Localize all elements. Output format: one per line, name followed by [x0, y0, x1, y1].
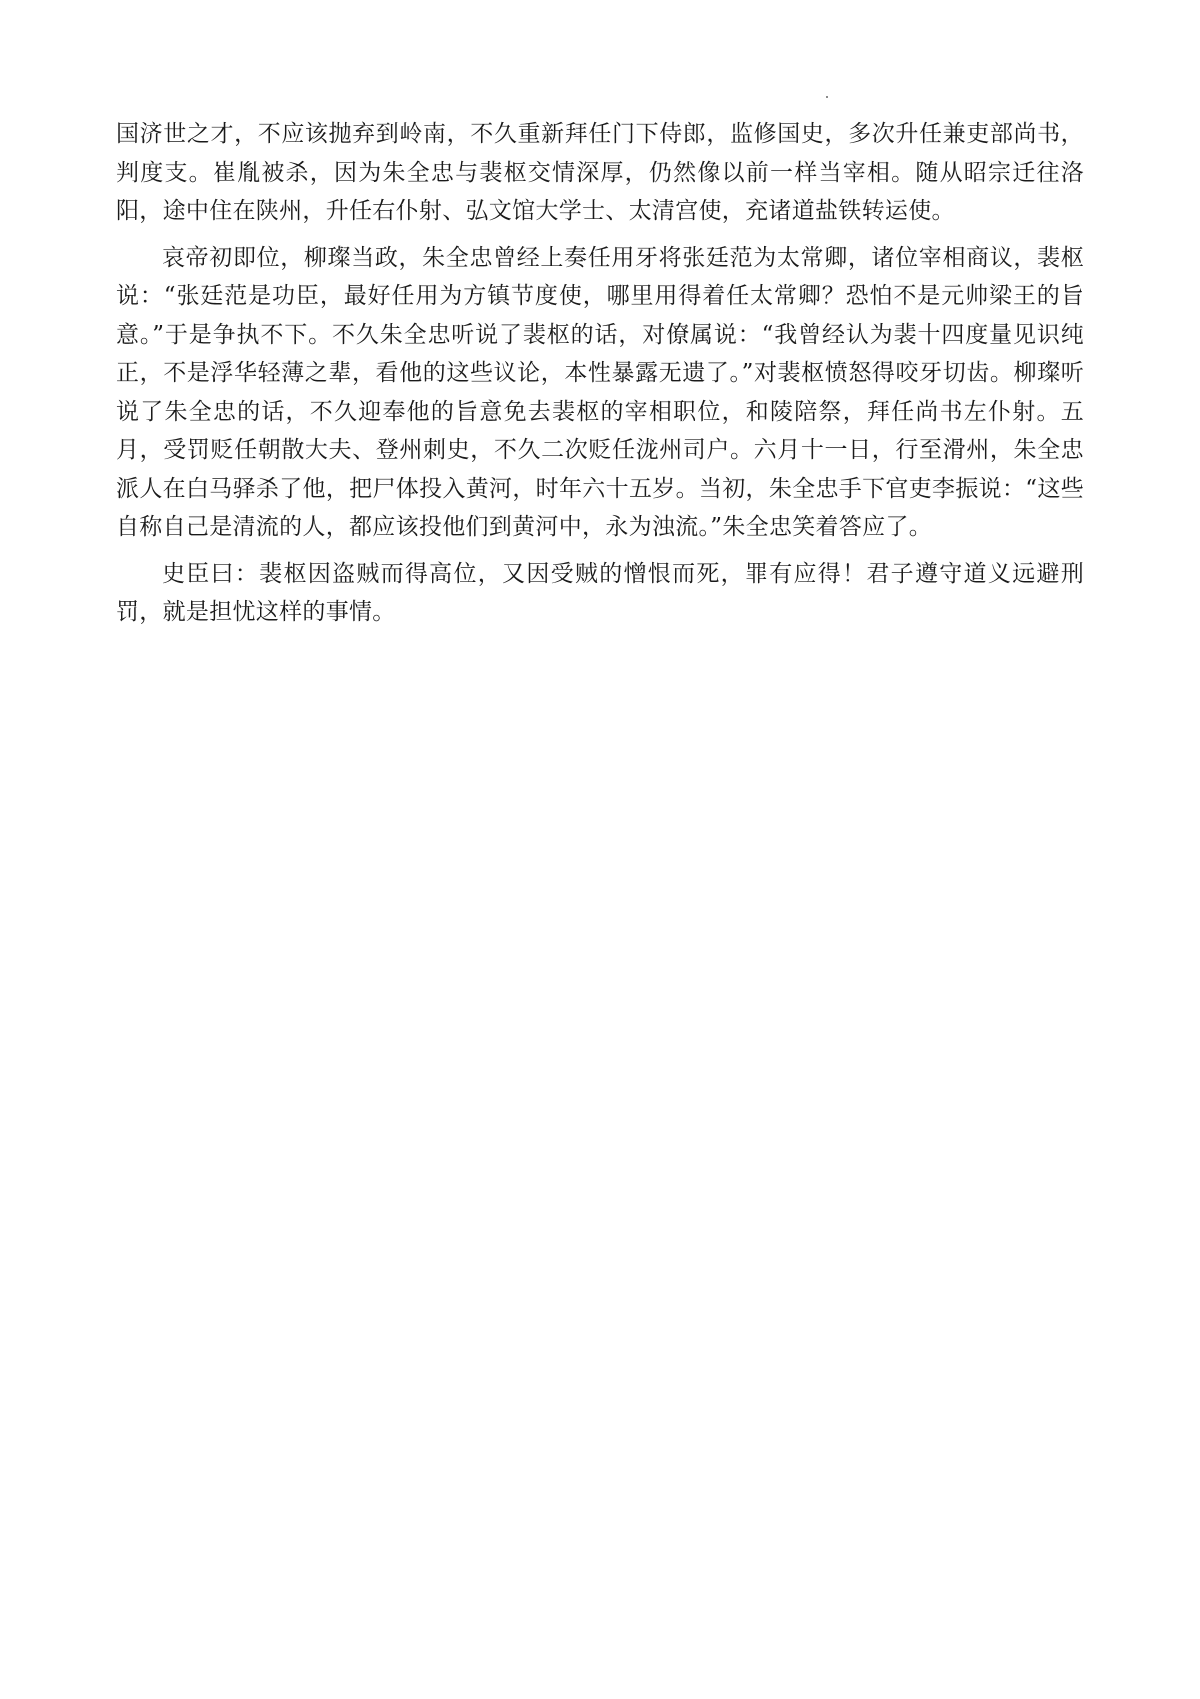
- scan-dot-mark: [826, 96, 828, 98]
- paragraph-3: 史臣曰：裴枢因盗贼而得高位，又因受贼的憎恨而死，罪有应得！君子遵守道义远避刑罚，就是担忧这样的事情。: [116, 560, 1084, 625]
- paragraph-2: 哀帝初即位，柳璨当政，朱全忠曾经上奏任用牙将张廷范为太常卿，诸位宰相商议，裴枢说：“张廷范是功臣，最好任用为方镇节度使，哪里用得着任太常卿？恐怕不是元帅梁王的旨意。”于是争执不下。不久朱全忠听说了裴枢的话，对僚属说：“我曾经认为裴十四度量见识纯正，不是浮华轻薄之辈，看他的这些议论，本性暴露无遗了。”对裴枢愤怒得咬牙切齿。柳璨听说了朱全忠的话，不久迎奉他的旨意免去裴枢的宰相职位，和陵陪祭，拜任尚书左仆射。五月，受罚贬任朝散大夫、登州刺史，不久二次贬任泷州司户。六月十一日，行至滑州，朱全忠派人在白马驿杀了他，把尸体投入黄河，时年六十五岁。当初，朱全忠手下官吏李振说：“这些自称自己是清流的人，都应该投他们到黄河中，永为浊流。”朱全忠笑着答应了。: [116, 244, 1084, 540]
- paragraph-1: 国济世之才，不应该抛弃到岭南，不久重新拜任门下侍郎，监修国史，多次升任兼吏部尚书，判度支。崔胤被杀，因为朱全忠与裴枢交情深厚，仍然像以前一样当宰相。随从昭宗迁往洛阳，途中住在陕州，升任右仆射、弘文馆大学士、太清宫使，充诸道盐铁转运使。: [116, 121, 1084, 224]
- document-body: [116, 115, 1084, 632]
